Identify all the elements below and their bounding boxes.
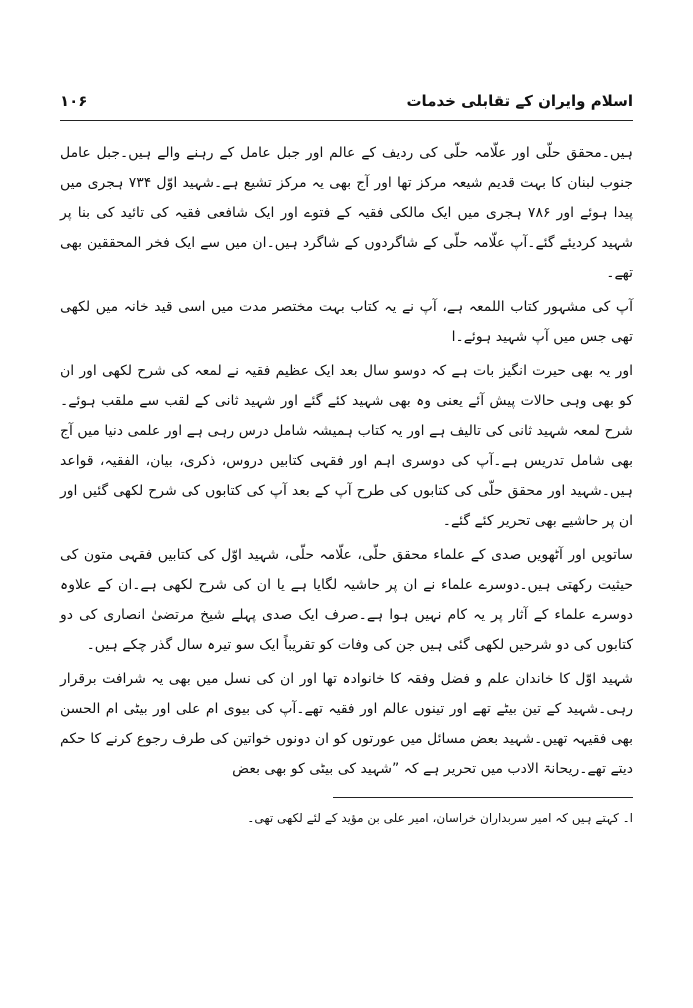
running-title: اسلام وایران کے تقابلی خدمات xyxy=(406,92,633,110)
paragraph: اور یہ بھی حیرت انگیز بات ہے کہ دوسو سال بعد ایک عظیم فقیہ نے لمعہ کی شرح لکھی اور ان کو بھی وہی حالات پیش آئے یعنی وہ بھی شہید کئے گئے اور شہید ثانی کے لقب سے ملقب ہوئے۔شرح لمعہ شہید ثانی کی تالیف ہے اور یہ کتاب ہمیشہ شامل درس رہی ہے اور علمی دنیا میں آج بھی شامل تدریس ہے۔آپ کی دوسری اہم اور فقہی کتابیں دروس، ذکری، بیان، الفقیہ، قواعد ہیں۔شہید اور محقق حلّی کی کتابوں کی طرح آپ کے بعد آپ کی کتابوں کی شرح لکھی گئیں اور ان پر حاشیے بھی تحریر کئے گئے۔ xyxy=(60,363,633,529)
paragraph: آپ کی مشہور کتاب اللمعہ ہے، آپ نے یہ کتاب بہت مختصر مدت میں اسی قید خانہ میں لکھی تھی جس میں آپ شہید ہوئے۔ا xyxy=(60,299,633,345)
footnote-divider xyxy=(333,797,633,798)
page-number: ۱۰۶ xyxy=(60,92,88,110)
paragraph: شہید اوّل کا خاندان علم و فضل وفقہ کا خانوادہ تھا اور ان کی نسل میں بھی یہ شرافت برقرار رہی۔شہید کے تین بیٹے تھے اور تینوں عالم اور فقیہ تھے۔آپ کی بیوی ام علی اور بیٹی ام الحسن بھی فقیہہ تھیں۔شہید بعض مسائل میں عورتوں کو ان دونوں خواتین کی طرف رجوع کرنے کا حکم دیتے تھے۔ریحانۃ الادب میں تحریر ہے کہ ”شہید کی بیٹی کو بھی بعض xyxy=(60,671,633,777)
paragraph: ہیں۔محقق حلّی اور علّامہ حلّی کی ردیف کے عالم اور جبل عامل کے رہنے والے ہیں۔جبل عامل جنوب لبنان کا بہت قدیم شیعہ مرکز تھا اور آج بھی یہ مرکز تشیع ہے۔شہید اوّل ۷۳۴ ہجری میں پیدا ہوئے اور ۷۸۶ ہجری میں ایک مالکی فقیہ کے فتوے اور ایک شافعی فقیہ کی تائید کی بنا پر شہید کردیئے گئے۔آپ علّامہ حلّی کے شاگردوں کے شاگرد ہیں۔ان میں سے ایک فخر المحققین بھی تھے۔ xyxy=(60,145,633,281)
paragraph: ساتویں اور آٹھویں صدی کے علماء محقق حلّی، علّامہ حلّی، شہید اوّل کی کتابیں فقہی متون کی حیثیت رکھتی ہیں۔دوسرے علماء نے ان پر حاشیہ لگایا ہے یا ان کی شرح لکھی ہے۔ان کے علاوہ دوسرے علماء کے آثار پر یہ کام نہیں ہوا ہے۔صرف ایک صدی پہلے شیخ مرتضیٰ انصاری کی دو کتابوں کی دو شرحیں لکھی گئی ہیں جن کی وفات کو تقریباً ایک سو تیرہ سال گذر چکے ہیں۔ xyxy=(60,547,633,653)
header-divider xyxy=(60,120,633,121)
main-text xyxy=(60,138,633,784)
footnote: ا۔ کہتے ہیں کہ امیر سربداران خراسان، امیر علی بن مؤید کے لئے لکھی تھی۔ xyxy=(247,811,633,825)
page-header xyxy=(60,92,633,118)
